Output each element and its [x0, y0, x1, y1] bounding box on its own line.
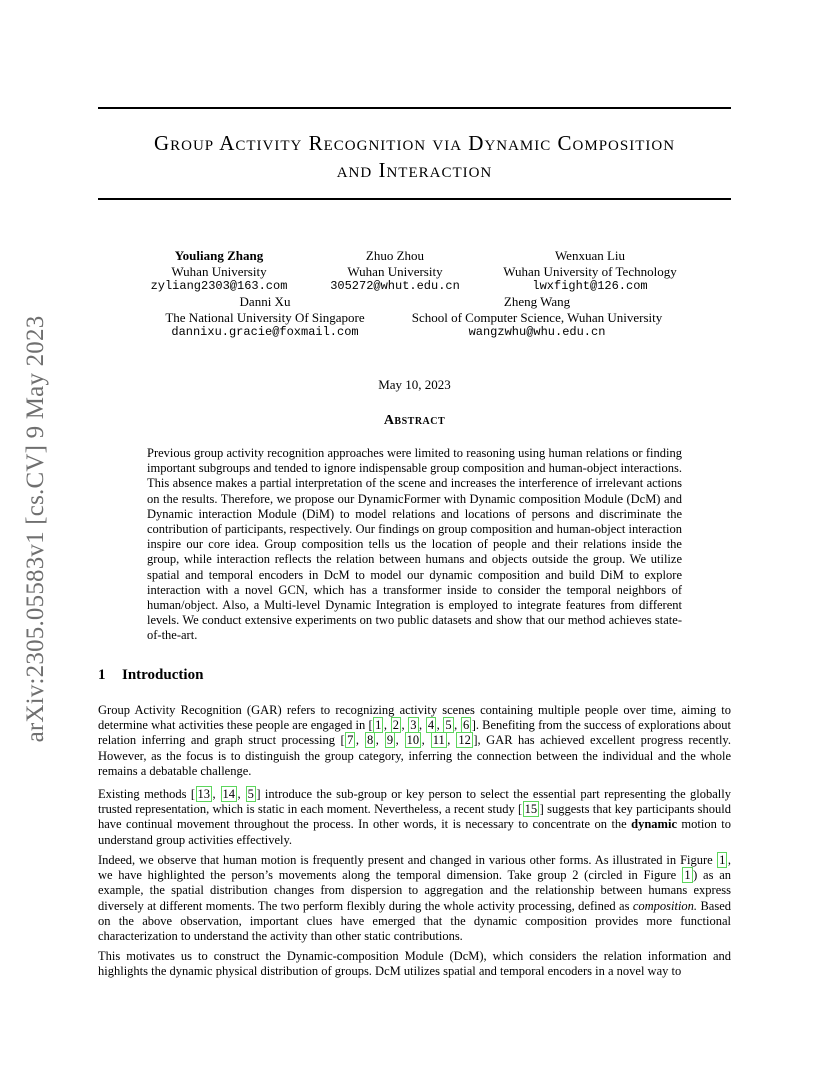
author-affiliation: School of Computer Science, Wuhan University	[411, 309, 663, 325]
text-run: , we have highlighted the person’s movements along the temporal dimension. Take group 2 (circled in Figure	[98, 853, 731, 883]
abstract-heading: Abstract	[383, 413, 446, 428]
author-name: Wenxuan Liu	[554, 248, 626, 263]
emphasis-italic: composition.	[632, 898, 698, 913]
arxiv-identifier: arXiv:2305.05583v1 [cs.CV] 9 May 2023	[22, 315, 49, 743]
title-line-2: and Interaction	[336, 158, 493, 182]
text-run: Group Activity Recognition (GAR) refers to recognizing activity scenes containing multiple people over time, aiming to determine what activities these people are engaged in [	[98, 703, 731, 733]
author-affiliation: Wuhan University	[347, 263, 443, 279]
text-run: Based on the above observation, important clues have emerged that the dynamic composition provides more functional characterization to understand the activity than other static contributions.	[98, 898, 731, 944]
author-block	[140, 248, 298, 295]
citation-link[interactable]: 10	[406, 733, 420, 748]
author-email[interactable]: zyliang2303@163.com	[150, 279, 288, 293]
intro-paragraph-4: This motivates us to construct the Dynamic-composition Module (DcM), which considers the relation information and highlights the dynamic physical distribution of groups. DcM utilizes spatial and temporal encoders in a novel way to	[98, 949, 731, 979]
intro-paragraph-2: Existing methods [ 13 , 14 , 5 ] introduce the sub-group or key person to select the essential part representing the globally trusted representation, which is static in each moment. Nevertheless, a recent study [ 15 ] suggests that key participants should have continual movement throughout the process. In other words, it is necessary to concentrate on the dynamic motion to understand group activities effectively.	[98, 787, 731, 847]
author-name: Youliang Zhang	[174, 248, 264, 263]
intro-paragraph-3	[98, 853, 731, 944]
citation-link[interactable]: 7	[347, 733, 354, 748]
arxiv-sidebar	[17, 299, 55, 759]
author-email[interactable]: dannixu.gracie@foxmail.com	[171, 325, 359, 339]
author-block	[150, 294, 380, 341]
paper-date: May 10, 2023	[378, 377, 451, 392]
citation-link[interactable]: 5	[445, 718, 452, 733]
citation-link[interactable]: 4	[427, 718, 435, 733]
text-run: ] introduce the sub-group or key person to select the essential part representing the globally trusted representation, which is static in each moment. Nevertheless, a recent study [	[98, 787, 731, 817]
author-email[interactable]: 305272@whut.edu.cn	[330, 279, 460, 293]
intro-paragraph-1: Group Activity Recognition (GAR) refers to recognizing activity scenes containing multiple people over time, aiming to determine what activities these people are engaged in [ 1 , 2 , 3 , 4 , 5 , 6 ]. Benefiting from the success of explorations about relation inferring and graph struct processing [ 7 , 8 , 9 , 10 , 11 , 12 ], GAR has achieved excellent progress recently. However, as the focus is to distinguish the group category, inferring the connection between the individual and the whole remains a debatable challenge.	[98, 703, 732, 778]
paper-title	[98, 130, 731, 184]
citation-link[interactable]: 15	[524, 802, 538, 817]
author-affiliation: Wuhan University	[171, 263, 267, 279]
title-bottom-rule	[98, 198, 731, 200]
section-title: Introduction	[122, 667, 204, 683]
citation-link[interactable]: 3	[410, 718, 417, 733]
author-email[interactable]: lwxfight@126.com	[532, 279, 648, 293]
title-top-rule	[98, 107, 731, 109]
text-run: Existing methods [	[98, 787, 195, 801]
text-run: motion to understand group activities effectively.	[98, 817, 731, 847]
citation-link[interactable]: 12	[458, 733, 471, 748]
citation-link[interactable]: 1	[375, 718, 382, 733]
citation-link[interactable]: 6	[462, 718, 470, 733]
author-block	[490, 248, 690, 295]
author-email[interactable]: wangzwhu@whu.edu.cn	[468, 325, 606, 339]
citation-link[interactable]: 2	[392, 718, 399, 733]
text-run: ) as an example, the spatial distribution changes from dispersion to aggregation and the relationship between humans express diversely at different moments. The two perform flexibly during the whole activity processing, defined as	[98, 868, 731, 913]
emphasis-bold: dynamic	[631, 817, 677, 832]
figure-link[interactable]: 1	[684, 868, 691, 883]
section-heading	[98, 667, 203, 684]
citation-link[interactable]: 8	[366, 733, 374, 748]
text-run: ] suggests that key participants should have continual movement throughout the process. In other words, it is necessary to concentrate on the	[98, 802, 731, 832]
author-name: Zheng Wang	[503, 294, 571, 309]
author-block	[396, 294, 678, 341]
author-affiliation: The National University Of Singapore	[165, 309, 365, 325]
figure-link[interactable]: 1	[719, 853, 726, 867]
author-name: Danni Xu	[239, 294, 291, 309]
citation-link[interactable]: 14	[222, 787, 236, 801]
abstract-text: Previous group activity recognition approaches were limited to reasoning using human relations or finding important subgroups and tended to ignore indispensable group composition and human-object interactions. This absence makes a partial interpretation of the scene and increases the interference of irrelevant actions on the results. Therefore, we propose our DynamicFormer with Dynamic composition Module (DcM) and Dynamic interaction Module (DiM) to model relations and locations of persons and discriminate the contribution of participants, respectively. Our findings on group composition and human-object interaction inspire our core idea. Group composition tells us the location of people and their relations inside the group, while interaction reflects the relation between humans and objects outside the group. We utilize spatial and temporal encoders in DcM to model our dynamic composition and build DiM to explore interaction with a novel GCN, which has a transformer inside to consider the temporal neighbors of human/object. Also, a Multi-level Dynamic Integration is employed to integrate features from different levels. We conduct extensive experiments on two public datasets and show that our method achieves state-of-the-art.	[147, 446, 682, 643]
author-block	[315, 248, 475, 295]
title-line-1: Group Activity Recognition via Dynamic Composition	[153, 131, 676, 155]
author-affiliation: Wuhan University of Technology	[503, 263, 677, 279]
text-run: Indeed, we observe that human motion is frequently present and changed in various other forms. As illustrated in Figure	[98, 853, 717, 867]
text-run: ]. Benefiting from the success of explorations about relation inferring and graph struct processing [	[98, 718, 732, 748]
author-name: Zhuo Zhou	[365, 248, 425, 263]
section-number: 1	[98, 667, 106, 683]
citation-link[interactable]: 11	[432, 733, 445, 748]
citation-link[interactable]: 5	[247, 787, 254, 801]
text-run: ], GAR has achieved excellent progress recently. However, as the focus is to distinguish the group category, inferring the connection between the individual and the whole remains a debatable challenge.	[98, 733, 731, 778]
citation-link[interactable]: 9	[386, 733, 394, 748]
citation-link[interactable]: 13	[197, 787, 210, 801]
